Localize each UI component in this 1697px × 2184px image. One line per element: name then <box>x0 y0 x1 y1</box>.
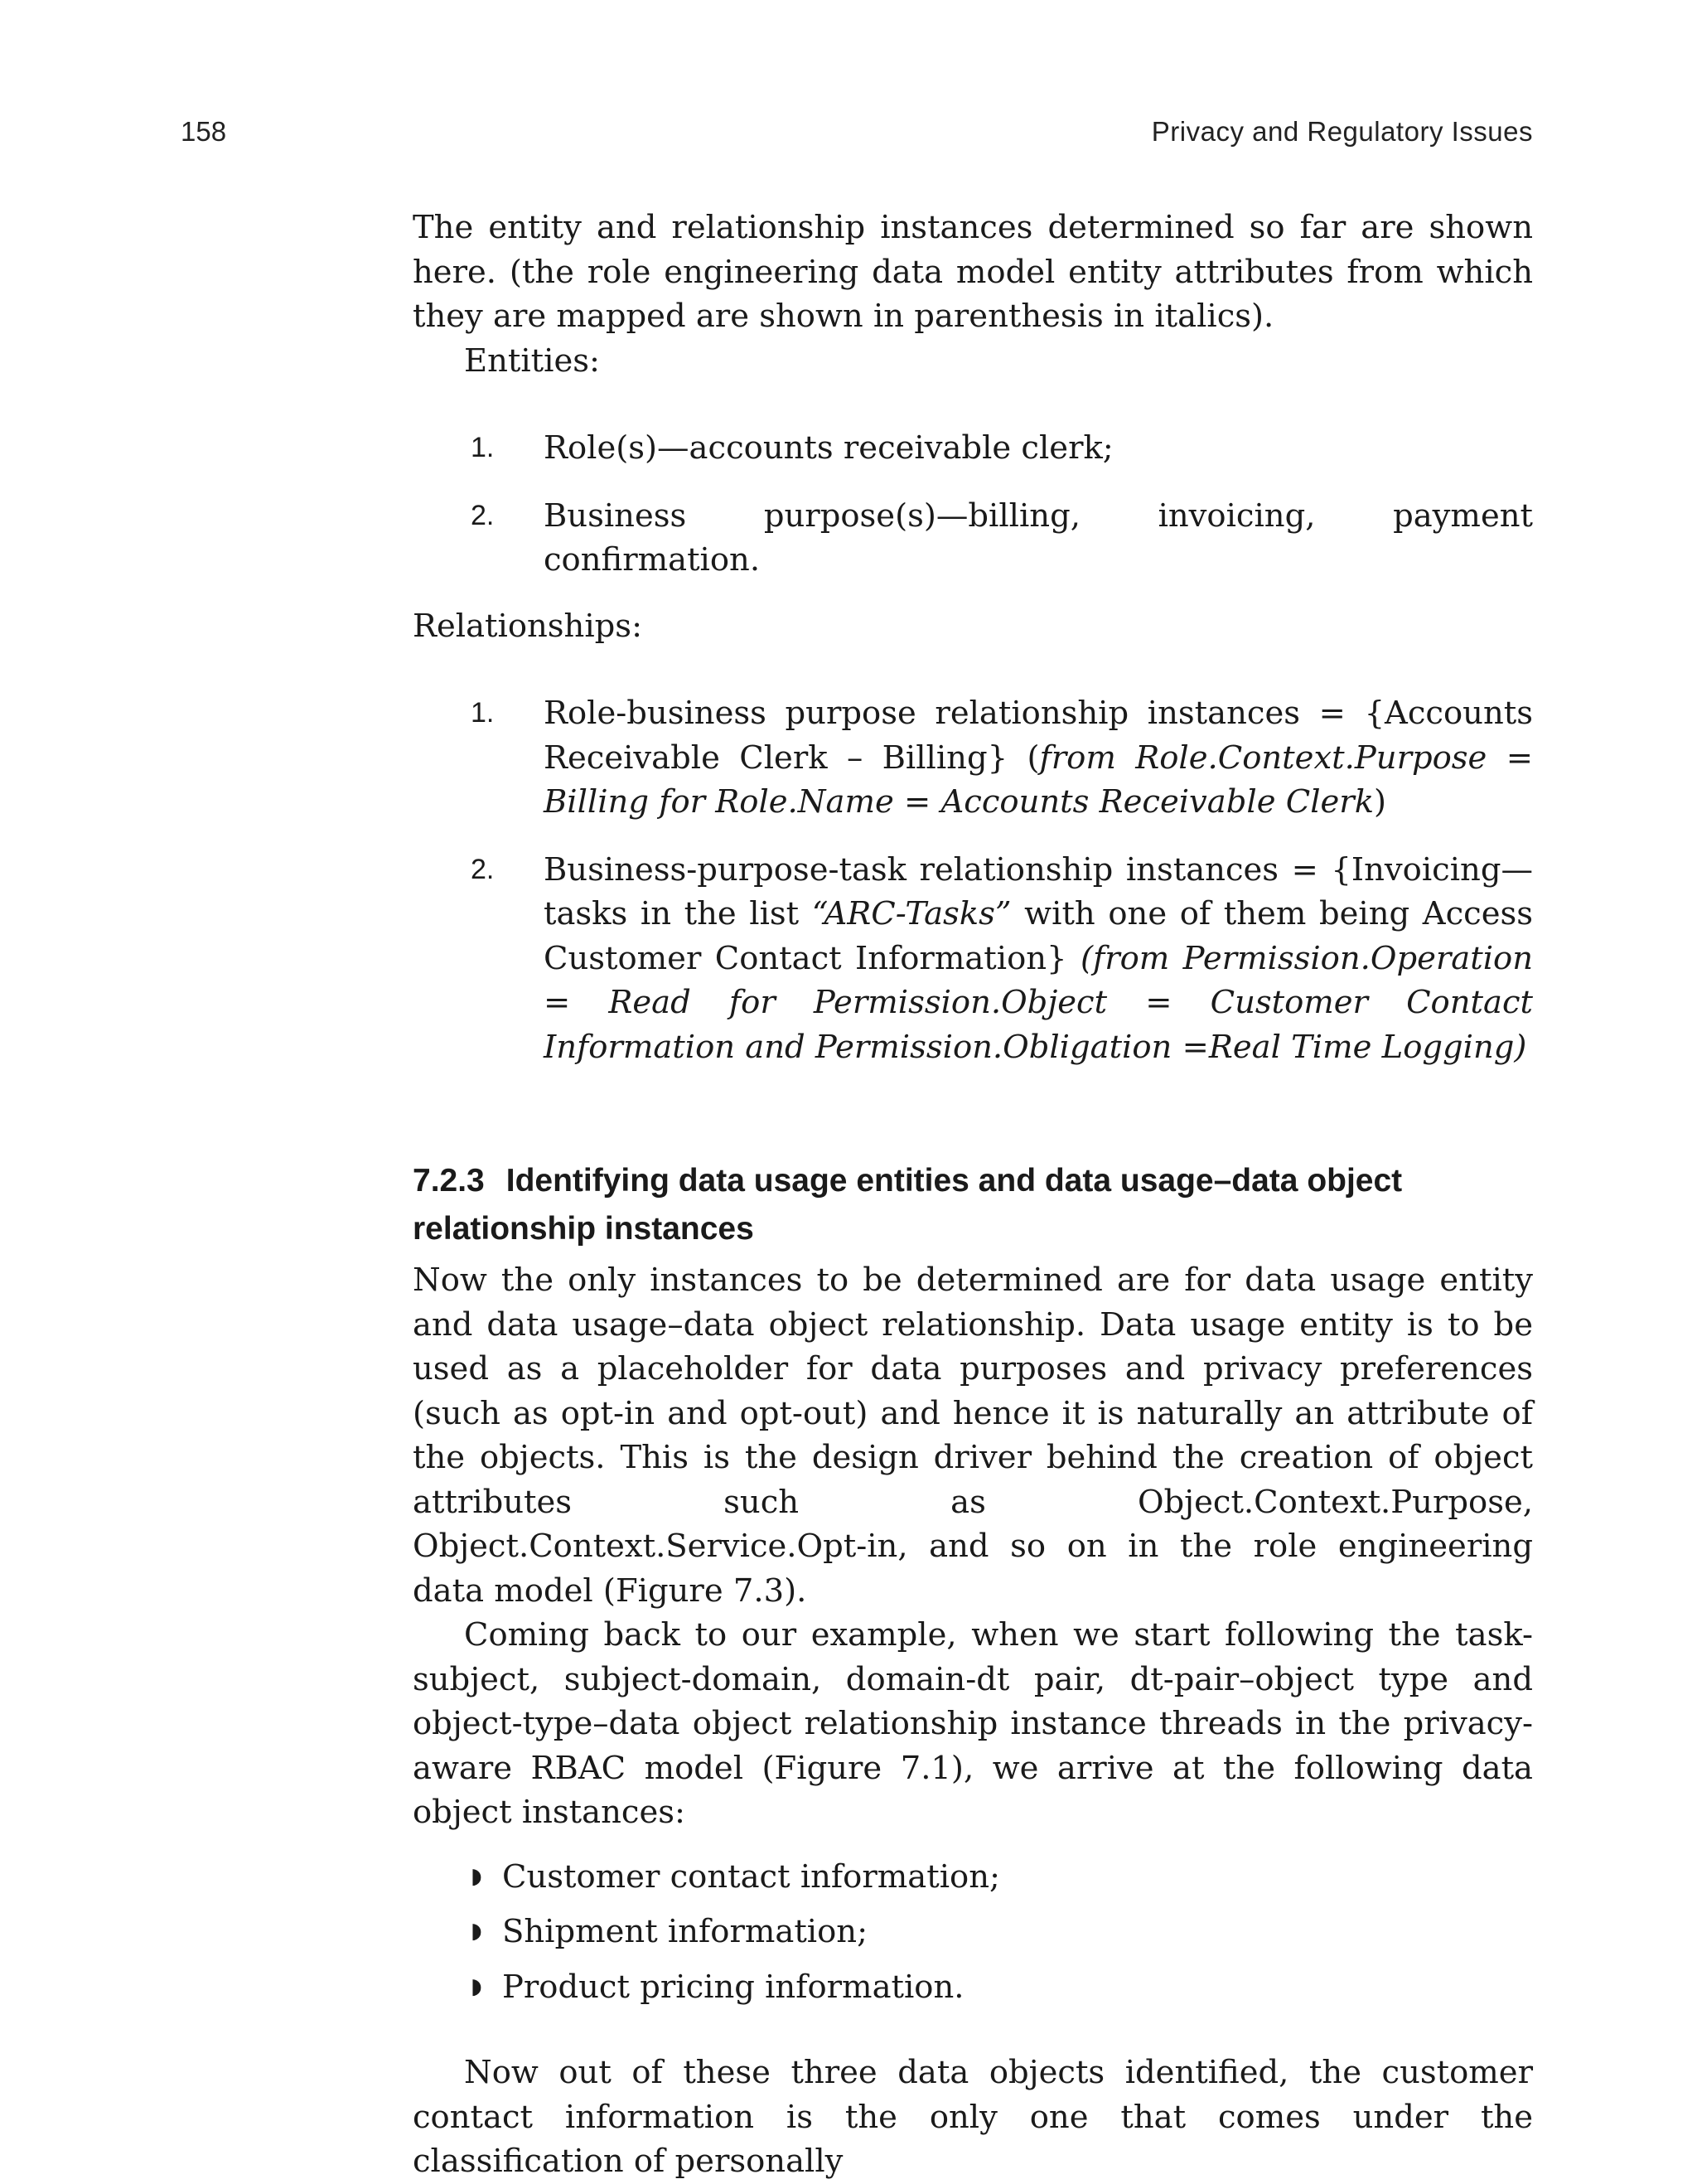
list-number: 1. <box>471 432 495 463</box>
entities-label: Entities: <box>464 341 600 380</box>
list-item-text: Customer contact information; <box>502 1857 1000 1896</box>
list-item <box>413 1855 1533 1900</box>
list-item <box>413 691 1533 825</box>
relationships-list <box>413 691 1533 1069</box>
page-body <box>413 206 1533 2184</box>
list-number: 2. <box>471 499 495 531</box>
list-item <box>413 848 1533 1070</box>
list-item-text-cont: with one of them being Access Customer Contact Information} <box>544 895 1533 977</box>
list-item <box>413 1910 1533 1954</box>
data-object-list <box>413 1855 1533 2010</box>
relationships-label: Relationships: <box>413 607 643 645</box>
running-header: Privacy and Regulatory Issues <box>1151 116 1533 147</box>
list-item-italic: from Role.Context.Purpose = Billing for Role.Name = Accounts Receivable Clerk <box>544 738 1533 821</box>
list-item-text: Business purpose(s)—billing, invoicing, payment confirmation. <box>544 496 1533 579</box>
list-item-text: Role(s)—accounts receivable clerk; <box>544 429 1114 467</box>
list-item-close: ) <box>1374 783 1387 821</box>
list-number: 1. <box>471 697 495 729</box>
list-item-text: Role-business purpose relationship instances = {Accounts Receivable Clerk – Billing} ( <box>544 695 1533 777</box>
list-item-italic: (from Permission.Operation = Read for Permission.Object = Customer Contact Information and Permission.Obligation =Real Time Logging) <box>544 939 1534 1066</box>
bullet-icon: ◗ <box>471 1863 482 1889</box>
body-paragraph: Coming back to our example, when we start following the task-subject, subject-domain, domain-dt pair, dt-pair–object type and object-type–data object relationship instance threads in the privacy-aware RBAC model (Figure 7.1), we arrive at the following data object instances: <box>413 1616 1533 1831</box>
section-title: Identifying data usage entities and data usage–data object relationship instances <box>413 1163 1403 1247</box>
section-number: 7.2.3 <box>413 1163 485 1199</box>
intro-paragraph: The entity and relationship instances determined so far are shown here. (the role engineering data model entity attributes from which they are mapped are shown in parenthesis in italics). <box>413 209 1533 335</box>
bullet-icon: ◗ <box>471 1973 482 1999</box>
list-item <box>413 426 1533 471</box>
list-item-text: Shipment information; <box>502 1913 868 1950</box>
body-paragraph: Now out of these three data objects identified, the customer contact information is the only one that comes under the classification of personally <box>413 2054 1533 2180</box>
list-item <box>413 1965 1533 2010</box>
body-paragraph: Now the only instances to be determined are for data usage entity and data usage–data object relationship. Data usage entity is to be used as a placeholder for data purposes and privacy preferences (such as opt-in and opt-out) and hence it is naturally an attribute of the objects. This is the design driver behind the creation of object attributes such as Object.Context.Purpose, Object.Context.Service.Opt-in, and so on in the role engineering data model (Figure 7.3). <box>413 1261 1533 1610</box>
page-number: 158 <box>181 116 227 147</box>
quoted-term: “ARC-Tasks” <box>811 895 1012 932</box>
bullet-icon: ◗ <box>471 1919 482 1944</box>
list-item-text: Product pricing information. <box>502 1968 965 2006</box>
section-heading <box>413 1157 1533 1253</box>
list-item <box>413 494 1533 583</box>
entities-list <box>413 426 1533 583</box>
list-item-text: Business-purpose-task relationship instances = {Invoicing—tasks in the list <box>544 850 1533 932</box>
list-number: 2. <box>471 853 495 885</box>
